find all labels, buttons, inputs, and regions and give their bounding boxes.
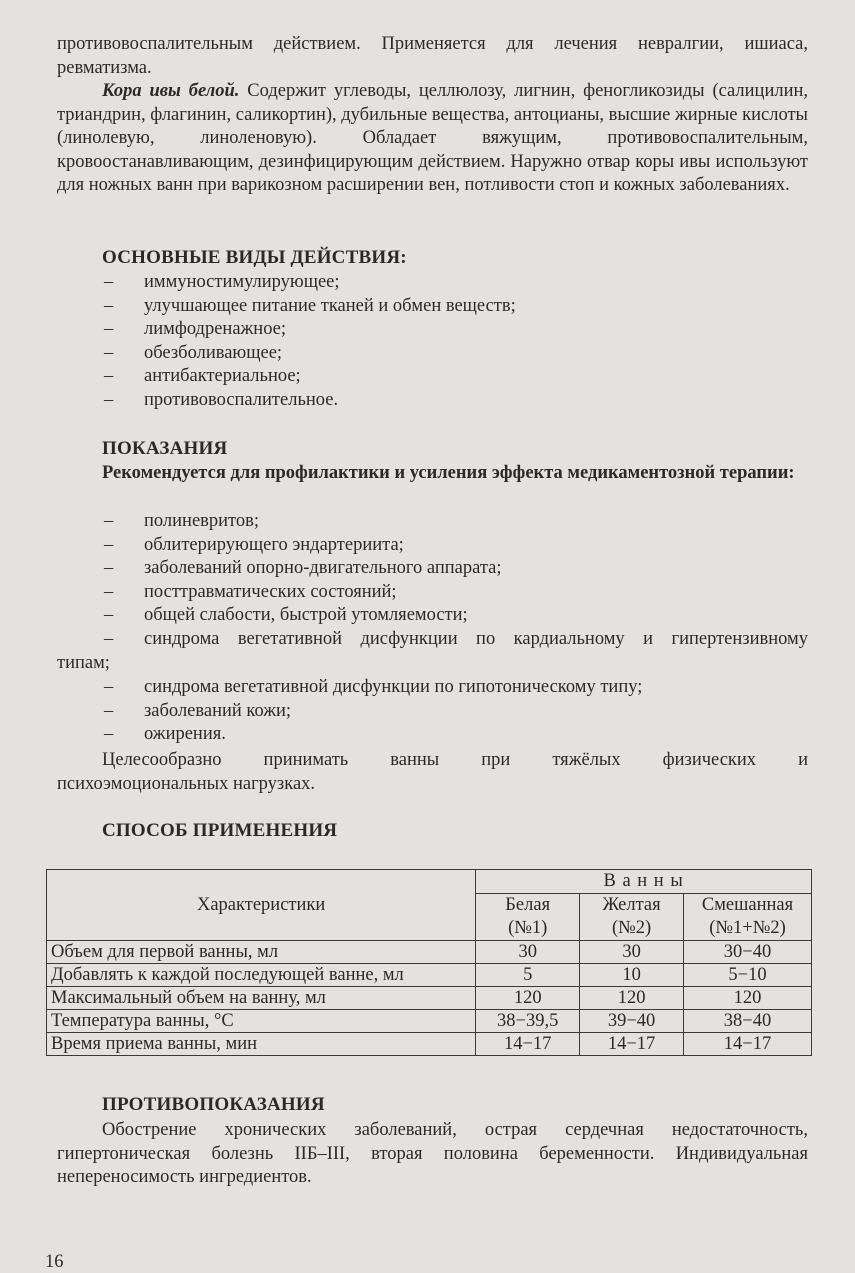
list-item: – ожирения. bbox=[104, 724, 226, 745]
table-row: Время приема ванны, мин 14−17 14−17 14−17 bbox=[47, 1033, 812, 1056]
actions-list-block bbox=[57, 271, 808, 413]
indications-lead: Рекомендуется для профилактики и усиления эффекта медикаментозной терапии: bbox=[102, 463, 795, 483]
list-item: – заболеваний кожи; bbox=[104, 700, 292, 721]
indications-list-block-2 bbox=[57, 676, 808, 747]
header-characteristics: Характеристики bbox=[47, 870, 476, 941]
list-item: – посттравматических состояний; bbox=[104, 581, 397, 602]
table-row: Добавлять к каждой последующей ванне, мл 5 10 5−10 bbox=[47, 964, 812, 987]
actions-heading: ОСНОВНЫЕ ВИДЫ ДЕЙСТВИЯ: bbox=[102, 247, 407, 268]
indications-heading: ПОКАЗАНИЯ bbox=[102, 438, 228, 459]
list-item: – синдрома вегетативной дисфункции по гипотоническому типу; bbox=[104, 677, 643, 697]
indications-note bbox=[57, 749, 808, 796]
list-item: – синдрома вегетативной дисфункции по кардиальному и гипертензивному bbox=[104, 629, 808, 649]
wrap-item-line-2: типам; bbox=[57, 653, 110, 673]
intro-line-1: противовоспалительным действием. Применяется для лечения невралгии, ишиаса, bbox=[57, 34, 808, 54]
contraindications-text: Обострение хронических заболеваний, острая сердечная недостаточность, гипертоническая болезнь IIБ–III, вторая половина беременности. Индивидуальная непереносимость ингредиентов. bbox=[57, 1120, 808, 1188]
table-row: Максимальный объем на ванну, мл 120 120 120 bbox=[47, 987, 812, 1010]
indications-list bbox=[57, 510, 808, 628]
list-item: – улучшающее питание тканей и обмен веществ; bbox=[104, 295, 516, 316]
table-header-row bbox=[47, 870, 812, 894]
table-row: Объем для первой ванны, мл 30 30 30−40 bbox=[47, 941, 812, 964]
table-row: Температура ванны, °С 38−39,5 39−40 38−40 bbox=[47, 1010, 812, 1033]
list-item: – иммуностимулирующее; bbox=[104, 272, 340, 292]
willow-bark-paragraph bbox=[57, 80, 808, 198]
header-baths: В а н н ы bbox=[476, 870, 812, 894]
list-item: – антибактериальное; bbox=[104, 366, 301, 387]
list-item: – противовоспалительное. bbox=[104, 389, 339, 410]
contraindications-heading: ПРОТИВОПОКАЗАНИЯ bbox=[102, 1094, 325, 1115]
intro-line-2: ревматизма. bbox=[57, 57, 152, 78]
actions-list bbox=[57, 271, 808, 413]
header-yellow: Желтая (№2) bbox=[580, 894, 684, 941]
page-number: 16 bbox=[45, 1252, 64, 1272]
header-white: Белая (№1) bbox=[476, 894, 580, 941]
header-mixed: Смешанная (№1+№2) bbox=[684, 894, 812, 941]
list-item: – обезболивающее; bbox=[104, 342, 283, 363]
note-line-1: Целесообразно принимать ванны при тяжёлых физических и bbox=[102, 750, 808, 770]
note-line-2: психоэмоциональных нагрузках. bbox=[57, 773, 316, 794]
list-item: – полиневритов; bbox=[104, 511, 260, 531]
list-item: – облитерирующего эндартериита; bbox=[104, 534, 404, 555]
indications-wrap-item bbox=[57, 628, 808, 652]
list-item: – заболеваний опорно-двигательного аппарата; bbox=[104, 558, 502, 579]
intro-continuation bbox=[57, 33, 808, 80]
indications-list-2 bbox=[57, 676, 808, 747]
usage-table bbox=[46, 869, 812, 1056]
indications-list-block bbox=[57, 510, 808, 628]
willow-bark-text: Содержит углеводы, целлюлозу, лигнин, феногликозиды (салицилин, триандрин, флагинин, саликортин), дубильные вещества, антоцианы, высшие жирные кислоты (линолевую, линоленовую). Обладает вяжущим, противовоспалительным, кровоостанавливающим, дезинфицирующим действием. Наружно отвар коры ивы используют для ножных ванн при варикозном расширении вен, потливости стоп и кожных заболеваниях. bbox=[57, 81, 809, 196]
list-item: – общей слабости, быстрой утомляемости; bbox=[104, 605, 468, 626]
willow-bark-title: Кора ивы белой. bbox=[102, 81, 240, 101]
usage-heading: СПОСОБ ПРИМЕНЕНИЯ bbox=[102, 820, 338, 841]
list-item: – лимфодренажное; bbox=[104, 319, 287, 340]
wrap-item-line-1: синдрома вегетативной дисфункции по кардиальному и гипертензивному bbox=[144, 629, 808, 649]
